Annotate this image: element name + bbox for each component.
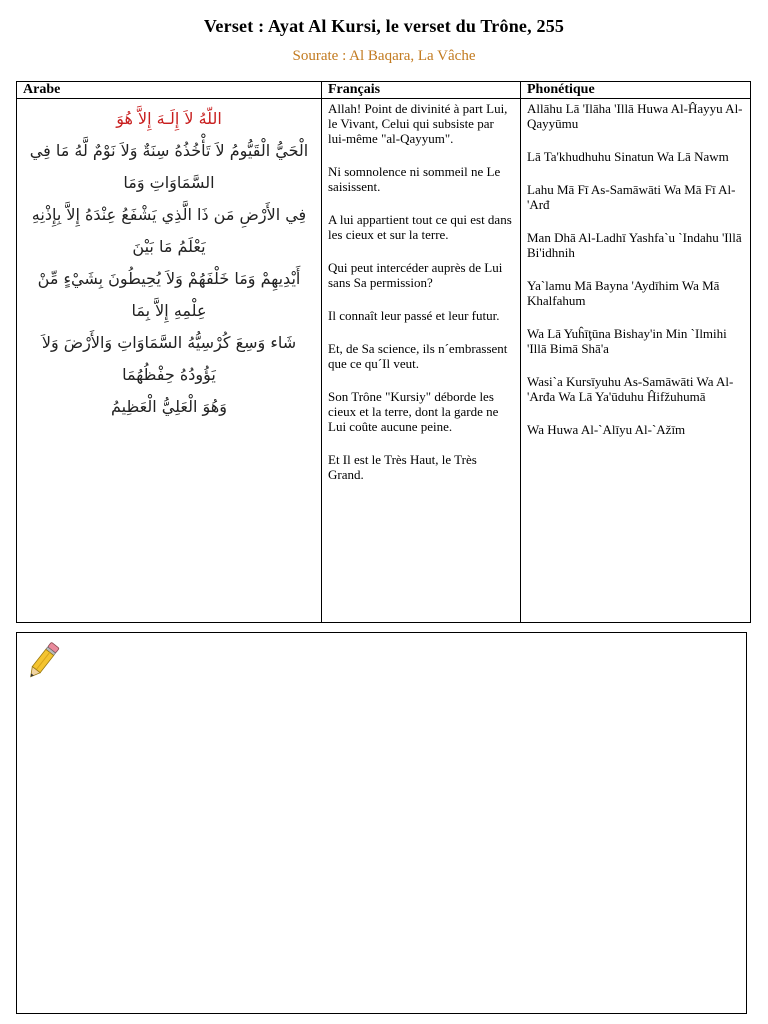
french-cell [322, 99, 521, 623]
arabic-cell [17, 99, 322, 623]
arabic-line: الْحَيُّ الْقَيُّومُ لاَ تَأْخُذُهُ سِنَةٌ وَلاَ نَوْمٌ لَّهُ مَا فِي السَّمَاوَاتِ وَمَا [29, 141, 309, 192]
phonetic-paragraph: Allāhu Lā 'Ilāha 'Illā Huwa Al-Ĥayyu Al-Qayyūmu [527, 101, 743, 131]
arabic-line: اللّهُ لاَ إِلَـهَ إِلاَّ هُوَ [116, 109, 222, 128]
page-title: Verset : Ayat Al Kursi, le verset du Trône, 255 [203, 16, 565, 36]
phonetic-paragraph: Lā Ta'khudhuhu Sinatun Wa Lā Nawm [527, 149, 729, 164]
table-row [17, 99, 751, 623]
column-header-phonetic: Phonétique [521, 82, 751, 99]
french-paragraph: Ni somnolence ni sommeil ne Le saisissent. [328, 164, 501, 194]
phonetic-paragraph: Wa Huwa Al-`Alīyu Al-`Ažīm [527, 422, 686, 437]
verse-table [16, 81, 751, 623]
french-paragraph: A lui appartient tout ce qui est dans les cieux et sur la terre. [328, 212, 512, 242]
phonetic-paragraph: Wasi`a Kursīyuhu As-Samāwāti Wa Al-'Arđa Wa Lā Ya'ūduhu Ĥifžuhumā [527, 374, 734, 404]
page-subtitle: Sourate : Al Baqara, La Vâche [292, 48, 476, 64]
phonetic-cell [521, 99, 751, 623]
arabic-line: فِي الأَرْضِ مَن ذَا الَّذِي يَشْفَعُ عِنْدَهُ إِلاَّ بِإِذْنِهِ يَعْلَمُ مَا بَيْنَ [31, 205, 307, 256]
arabic-line: أَيْدِيهِمْ وَمَا خَلْفَهُمْ وَلاَ يُحِيطُونَ بِشَيْءٍ مِّنْ عِلْمِهِ إِلاَّ بِمَا [37, 269, 301, 320]
french-paragraph: Qui peut intercéder auprès de Lui sans Sa permission? [328, 260, 503, 290]
french-paragraph: Et Il est le Très Haut, le Très Grand. [328, 452, 477, 482]
phonetic-paragraph: Man Dhā Al-Ladhī Yashfa`u `Indahu 'Illā Bi'idhnih [527, 230, 742, 260]
pencil-icon [25, 639, 61, 688]
french-paragraph: Il connaît leur passé et leur futur. [328, 308, 500, 323]
header-row [17, 82, 751, 99]
french-paragraph: Allah! Point de divinité à part Lui, le Vivant, Celui qui subsiste par lui-même "al-Qayyum". [328, 101, 508, 146]
arabic-line: وَهُوَ الْعَلِيُّ الْعَظِيمُ [111, 397, 227, 416]
phonetic-paragraph: Wa Lā Yuĥīţūna Bishay'in Min `Ilmihi 'Illā Bimā Shā'a [527, 326, 727, 356]
phonetic-paragraph: Ya`lamu Mā Bayna 'Aydīhim Wa Mā Khalfahum [527, 278, 720, 308]
french-paragraph: Son Trône "Kursiy" déborde les cieux et la terre, dont la garde ne Lui coûte aucune peine. [328, 389, 499, 434]
arabic-line: شَاء وَسِعَ كُرْسِيُّهُ السَّمَاوَاتِ وَالأَرْضَ وَلاَ يَؤُودُهُ حِفْظُهُمَا [41, 333, 297, 384]
notes-box[interactable] [16, 632, 747, 1014]
phonetic-paragraph: Lahu Mā Fī As-Samāwāti Wa Mā Fī Al-'Arđ [527, 182, 736, 212]
column-header-french: Français [322, 82, 521, 99]
french-paragraph: Et, de Sa science, ils n´embrassent que ce qu´Il veut. [328, 341, 508, 371]
arabic-verse [25, 103, 313, 423]
column-header-arabic: Arabe [17, 82, 322, 99]
